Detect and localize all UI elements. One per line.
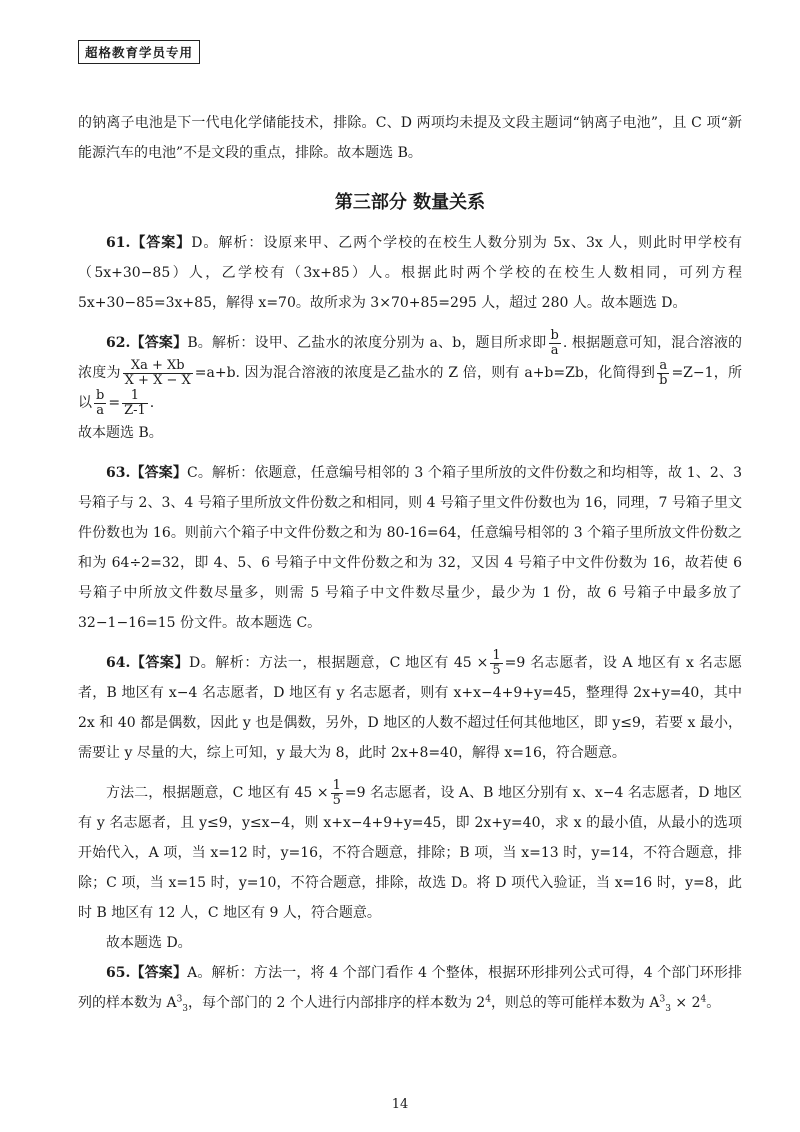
answer-tag: 65.【答案】 — [106, 965, 188, 981]
page-number: 14 — [391, 1097, 409, 1112]
fraction-one-fifth-2: $\frac{1}{5}$ — [332, 777, 341, 808]
answer-61 — [78, 228, 742, 318]
fraction-b-over-a-2: $\frac{b}{a}$ — [96, 387, 105, 418]
answer-64-method-1: 64.【答案】D。解析：方法一，根据题意，C 地区有 45 × $\frac{1}{5}$ =9 名志愿者，设 A 地区有 x 名志愿者，B 地区有 x−4 名志愿者，D 地区有 y 名志愿者，则有 x+x−4+9+y=45，整理得 2x+y=40，其中 2x 和 40 都是偶数，因此 y 也是偶数，另外，D 地区的人数不超过任何其他地区，即 y≤9，若要 x 最小，需要让 y 尽量的大，综上可知，y 最大为 8，此时 2x+8=40，解得 x=16，符合题意。 — [78, 647, 742, 761]
intro-paragraph: 的钠离子电池是下一代电化学储能技术，排除。C、D 两项均未提及文段主题词“钠离子电池”，且 C 项“新能源汽车的电池”不是文段的重点，排除。故本题选 B。 — [78, 115, 742, 161]
answer-65: 65.【答案】A。解析：方法一，将 4 个部门看作 4 个整体，根据环形排列公式可得，4 个部门环形排列的样本数为 $A^3_3$，每个部门的 2 个人进行内部排序的样本数为 $2^4$，则总的等可能样本数为 $A^3_3 \times 2^4$。 — [78, 965, 742, 1014]
answer-content — [78, 108, 742, 1018]
answer-text: C。解析：依题意，任意编号相邻的 3 个箱子里所放的文件份数之和均相等，故 1、2、3 号箱子与 2、3、4 号箱子里所放文件份数之和相同，则 4 号箱子里文件份数也为 16，同理，7 号箱子里文件份数也为 16。则前六个箱子中文件份数之和为 80-16=64，任意编号相邻的 3 个箱子里所放文件份数之和为 64÷2=32，即 4、5、6 号箱子中文件份数之和为 32，又因 4 号箱子中文件份数为 16，故若使 6 号箱子中所放文件数尽量多，则需 5 号箱子中文件数尽量少，最少为 1 份，故 6 号箱子中最多放了 32−1−16=15 份文件。故本题选 C。 — [78, 465, 742, 631]
header-label: 超格教育学员专用 — [78, 40, 200, 64]
section-title: 第三部分 数量关系 — [334, 192, 486, 213]
answer-62: 62.【答案】B。解析：设甲、乙盐水的浓度分别为 a、b，题目所求即 $\frac{b}{a}$ . 根据题意可知，混合溶液的浓度为 $\frac{Xa + Xb}{X + X - X}$ =a+b. 因为混合溶液的浓度是乙盐水的 Z 倍，则有 a+b=Zb，化简得到 $\frac{a}{b}$ =Z−1，所以 $\frac{b}{a}$ = $\frac{1}{Z-1}$ . — [78, 327, 743, 418]
answer-text: D。解析：设原来甲、乙两个学校的在校生人数分别为 5x、3x 人，则此时甲学校有（5x+30−85）人，乙学校有（3x+85）人。根据此时两个学校的在校生人数相同，可列方程 5x+30−85=3x+85，解得 x=70。故所求为 3×70+85=295 人，超过 280 人。故本题选 D。 — [78, 235, 743, 311]
answer-64-conclusion: 故本题选 D。 — [106, 935, 192, 951]
fraction-one-over-z: $\frac{1}{Z-1}$ — [124, 387, 146, 418]
fraction-one-fifth: $\frac{1}{5}$ — [492, 647, 501, 678]
fraction-a-over-b: $\frac{a}{b}$ — [659, 357, 668, 388]
answer-63 — [78, 458, 742, 638]
answer-tag: 62.【答案】 — [106, 335, 188, 351]
answer-tag: 63.【答案】 — [106, 465, 188, 481]
answer-tag: 61.【答案】 — [106, 235, 192, 251]
fraction-mix-concentration: $\frac{Xa + Xb}{X + X - X}$ — [124, 357, 191, 388]
fraction-b-over-a: $\frac{b}{a}$ — [550, 327, 559, 358]
answer-64-method-2: 方法二，根据题意，C 地区有 45 × $\frac{1}{5}$ =9 名志愿者，设 A、B 地区分别有 x、x−4 名志愿者，D 地区有 y 名志愿者，且 y≤9，y≤x−4，则 x+x−4+9+y=45，即 2x+y=40，求 x 的最小值，从最小的选项开始代入，A 项，当 x=12 时，y=16，不符合题意，排除；B 项，当 x=13 时，y=14，不符合题意，排除；C 项，当 x=15 时，y=10，不符合题意，排除，故选 D。将 D 项代入验证，当 x=16 时，y=8，此时 B 地区有 12 人，C 地区有 9 人，符合题意。 — [78, 777, 742, 921]
answer-62-conclusion: 故本题选 B。 — [78, 425, 163, 441]
answer-tag: 64.【答案】 — [106, 655, 189, 671]
